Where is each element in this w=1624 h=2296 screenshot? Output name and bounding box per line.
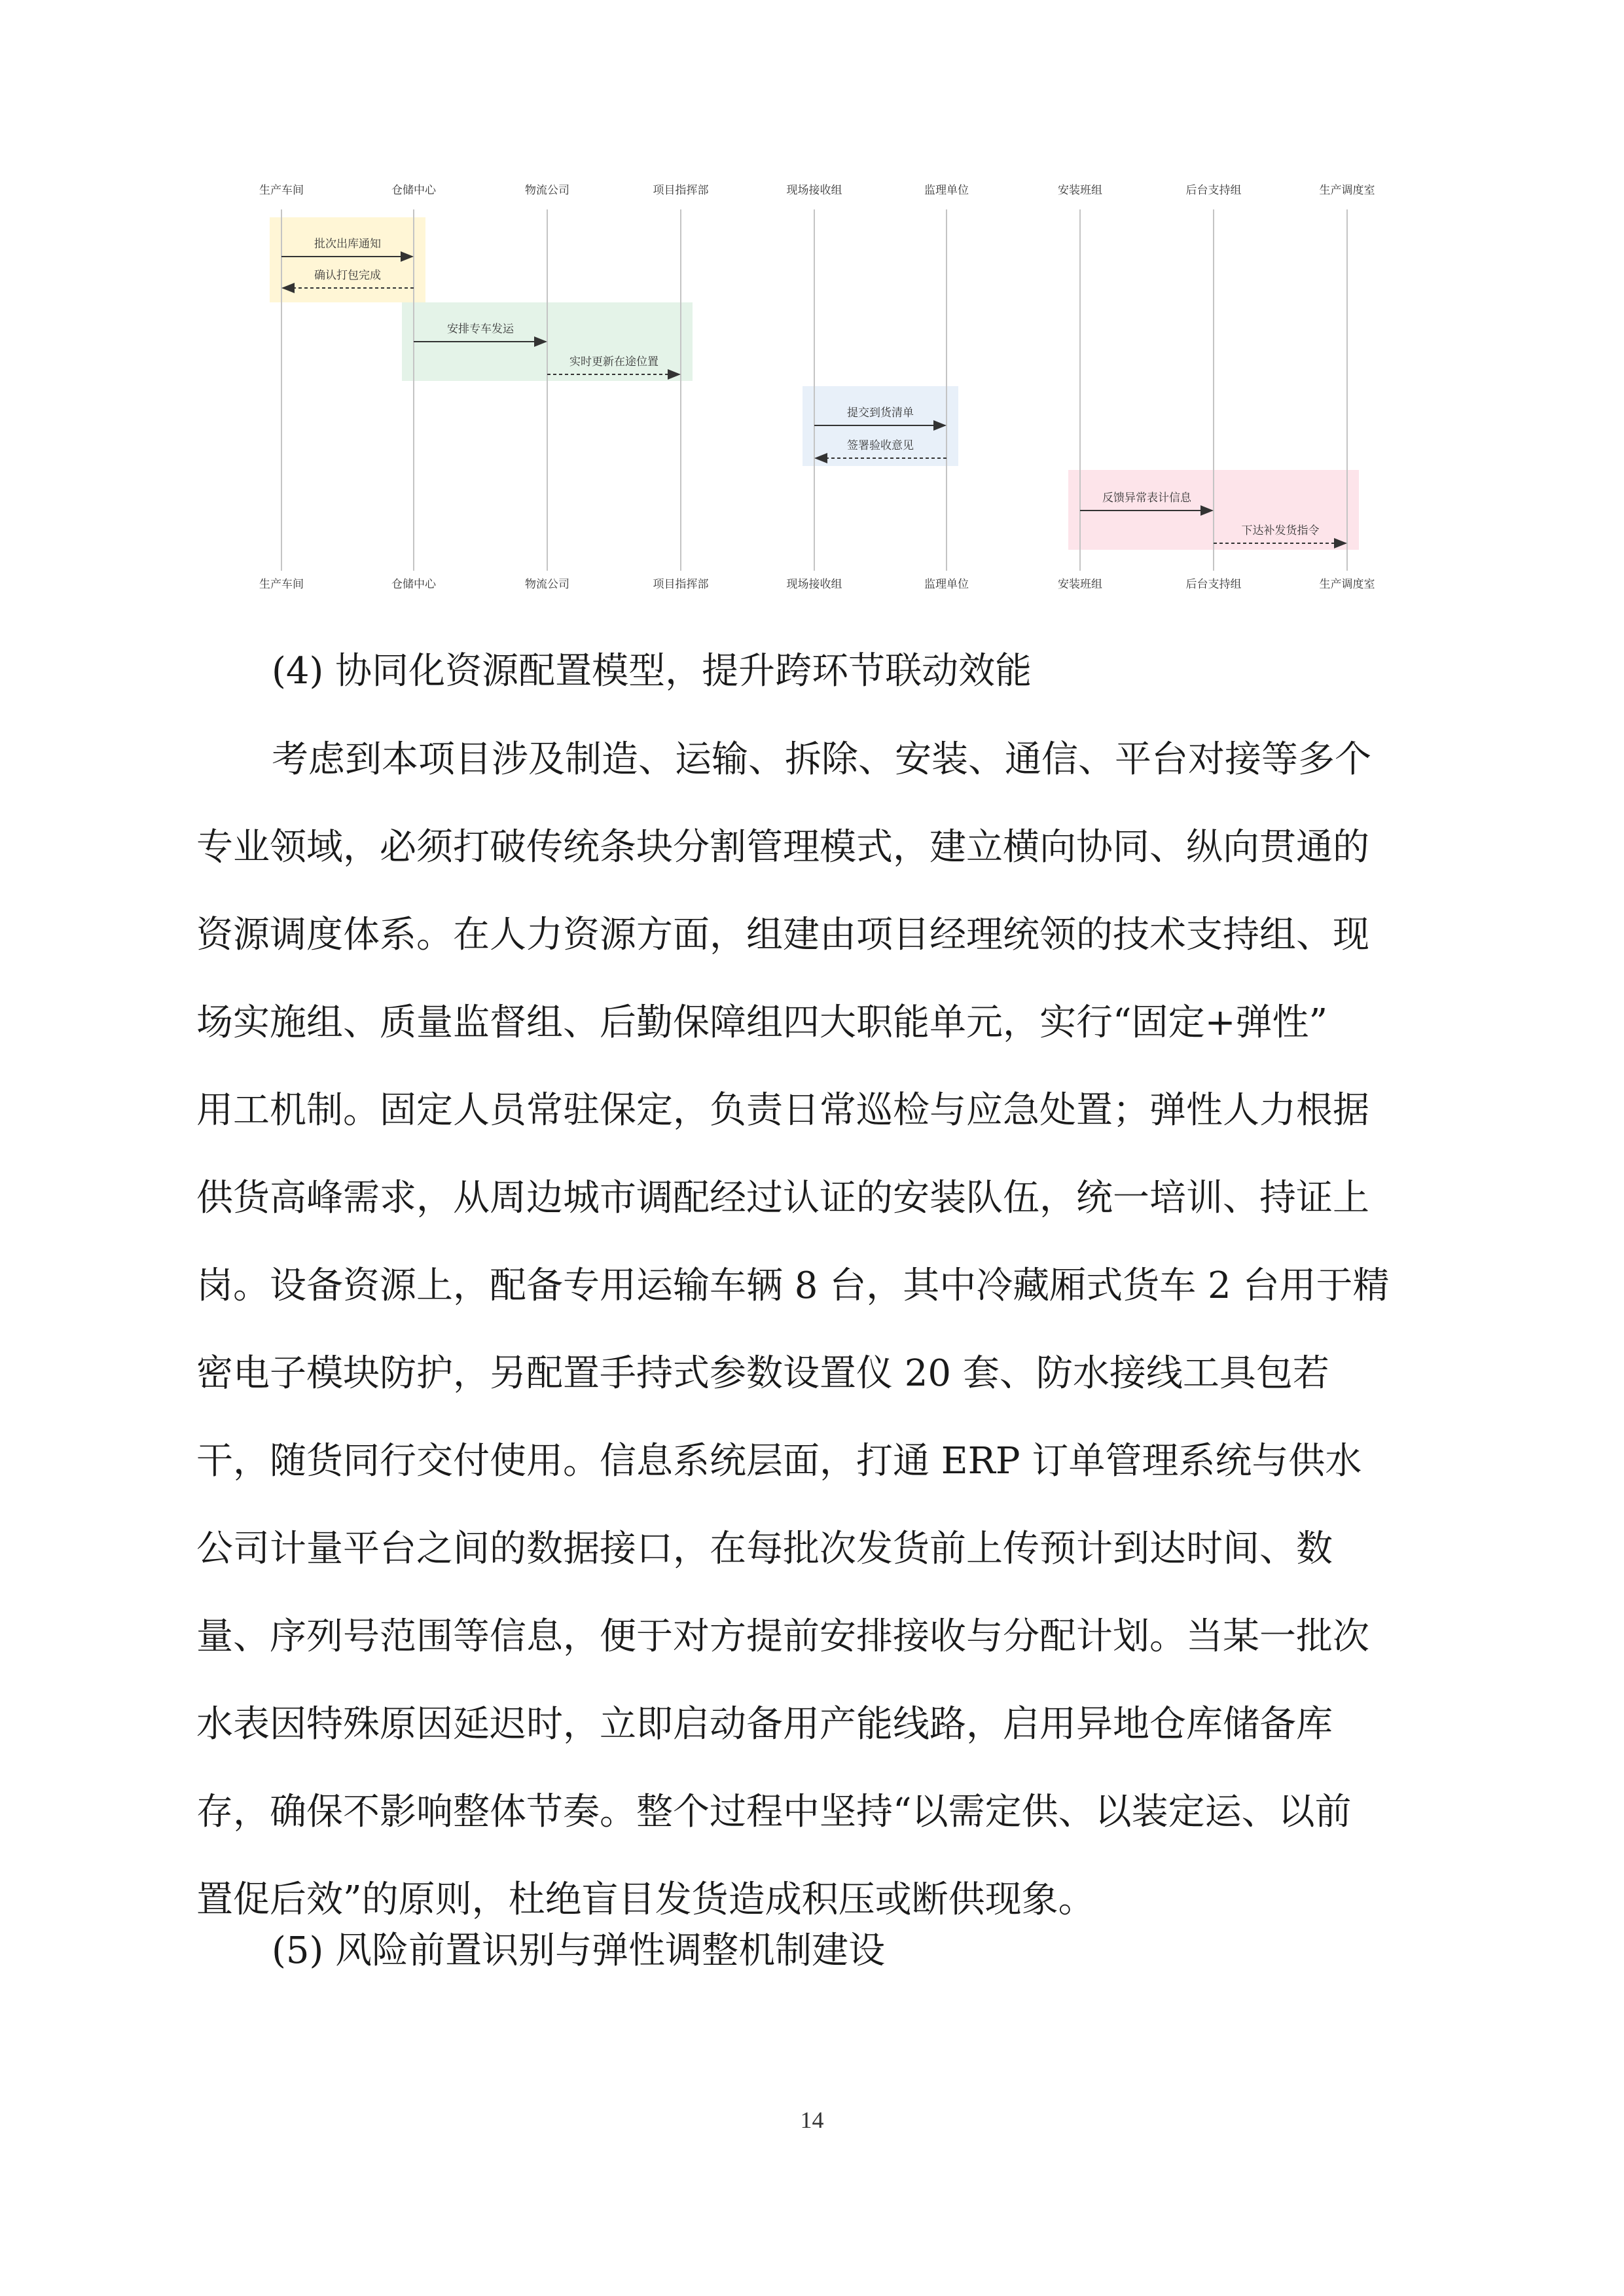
paragraph-line: 供货高峰需求，从周边城市调配经过认证的安装队伍，统一培训、持证上 (196, 1177, 1369, 1219)
paragraph-line: 场实施组、质量监督组、后勤保障组四大职能单元，实行“固定+弹性” (196, 1001, 1328, 1044)
page-number: 14 (800, 2107, 824, 2133)
paragraph-line: 考虑到本项目涉及制造、运输、拆除、安装、通信、平台对接等多个 (272, 738, 1371, 781)
message-label: 确认打包完成 (314, 269, 381, 282)
message-label: 提交到货清单 (847, 406, 914, 420)
participant-label-bottom: 生产车间 (259, 578, 304, 591)
participant-label-top: 仓储中心 (391, 184, 436, 197)
paragraph-line: 用工机制。固定人员常驻保定，负责日常巡检与应急处置；弹性人力根据 (196, 1089, 1369, 1132)
participant-label-top: 监理单位 (924, 184, 969, 197)
section-heading-4: (4) 协同化资源配置模型，提升跨环节联动效能 (272, 650, 1032, 692)
message-label: 批次出库通知 (314, 238, 381, 251)
paragraph-line: 水表因特殊原因延迟时，立即启动备用产能线路，启用异地仓库储备库 (196, 1703, 1333, 1746)
participant-label-bottom: 现场接收组 (786, 578, 842, 591)
participant-label-bottom: 监理单位 (924, 578, 969, 591)
participant-label-bottom: 安装班组 (1058, 578, 1102, 591)
participant-label-top: 安装班组 (1058, 184, 1102, 197)
paragraph-line: 公司计量平台之间的数据接口，在每批次发货前上传预计到达时间、数 (196, 1528, 1333, 1570)
message-label: 下达补发货指令 (1241, 524, 1320, 537)
paragraph-line: 资源调度体系。在人力资源方面，组建由项目经理统领的技术支持组、现 (196, 914, 1369, 956)
participant-label-bottom: 后台支持组 (1185, 578, 1242, 591)
message-label: 安排专车发运 (447, 323, 514, 336)
section-heading-5: (5) 风险前置识别与弹性调整机制建设 (272, 1929, 886, 1972)
interaction-group-box (270, 217, 425, 302)
participant-label-bottom: 生产调度室 (1319, 578, 1375, 591)
participant-label-top: 现场接收组 (786, 184, 842, 197)
participant-label-bottom: 仓储中心 (391, 578, 436, 591)
message-label: 签署验收意见 (847, 439, 914, 452)
paragraph-line: 专业领域，必须打破传统条块分割管理模式，建立横向协同、纵向贯通的 (196, 826, 1369, 869)
paragraph-line: 置促后效”的原则，杜绝盲目发货造成积压或断供现象。 (196, 1878, 1095, 1921)
participant-label-bottom: 项目指挥部 (653, 578, 709, 591)
participant-label-top: 物流公司 (525, 184, 569, 197)
message-label: 实时更新在途位置 (569, 355, 659, 368)
participant-label-top: 生产车间 (259, 184, 304, 197)
participant-label-top: 生产调度室 (1319, 184, 1375, 197)
participant-label-top: 项目指挥部 (653, 184, 709, 197)
participant-label-top: 后台支持组 (1185, 184, 1242, 197)
participant-label-bottom: 物流公司 (525, 578, 569, 591)
message-label: 反馈异常表计信息 (1102, 492, 1191, 505)
paragraph-line: 密电子模块防护，另配置手持式参数设置仪 20 套、防水接线工具包若 (196, 1352, 1329, 1395)
paragraph-line: 岗。设备资源上，配备专用运输车辆 8 台，其中冷藏厢式货车 2 台用于精 (196, 1265, 1390, 1307)
paragraph-line: 干，随货同行交付使用。信息系统层面，打通 ERP 订单管理系统与供水 (196, 1440, 1362, 1482)
sequence-diagram (0, 0, 1624, 628)
paragraph-line: 存，确保不影响整体节奏。整个过程中坚持“以需定供、以装定运、以前 (196, 1791, 1352, 1833)
paragraph-line: 量、序列号范围等信息，便于对方提前安排接收与分配计划。当某一批次 (196, 1615, 1369, 1658)
